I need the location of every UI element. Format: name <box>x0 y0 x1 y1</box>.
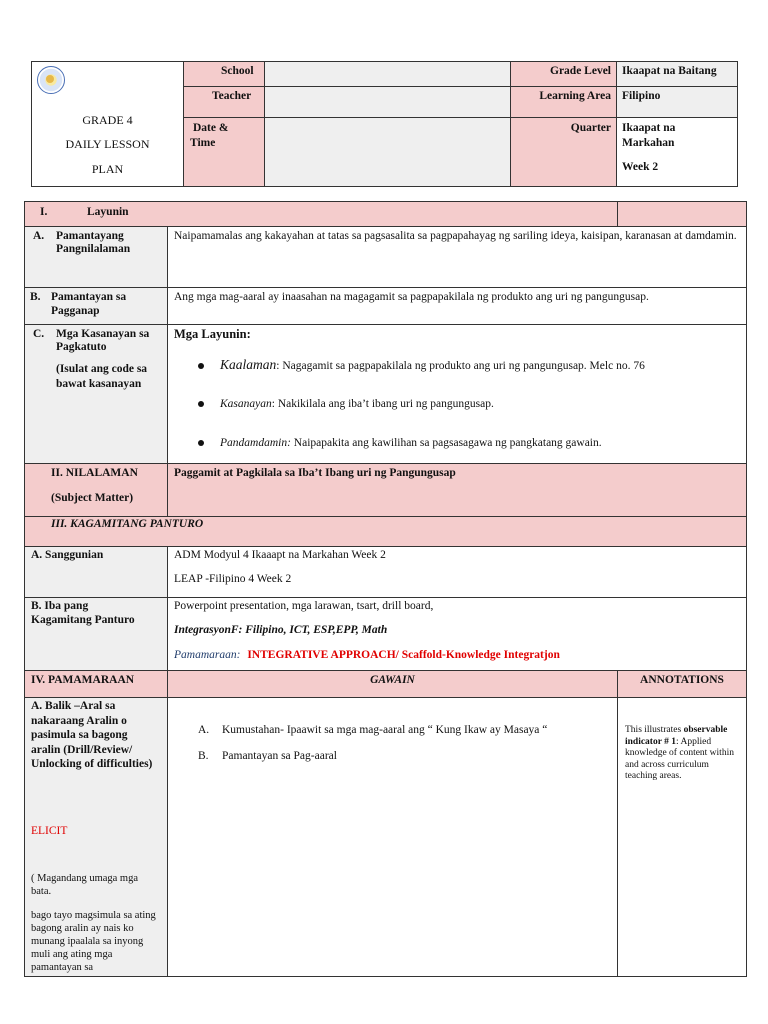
pamamaraan-text: INTEGRATIVE APPROACH/ Scaffold-Knowledge Integratjon <box>247 649 560 661</box>
obj1-term: Kaalaman <box>220 357 277 372</box>
obj2-text: : Nakikilala ang iba’t ibang uri ng pangungusap. <box>271 398 494 410</box>
annot-bold: observable indicator # 1 <box>625 725 728 747</box>
a-letter: A. <box>33 230 45 242</box>
layunin-row-extra <box>617 201 747 227</box>
c-letter: C. <box>33 328 45 340</box>
iba-pang-label-1: B. Iba pang <box>31 600 89 612</box>
nilalaman-label-1: II. NILALAMAN <box>51 467 138 479</box>
grade-level-label: Grade Level <box>550 65 611 77</box>
integrasyon-line: IntegrasyonF: Filipino, ICT, ESP,EPP, Math <box>174 624 388 636</box>
objective-kasanayan <box>198 397 494 411</box>
quarter-label: Quarter <box>570 122 611 134</box>
teacher-value-cell[interactable] <box>264 86 511 118</box>
item-a-text: Kumustahan- Ipaawit sa mga mag-aaral ang “ Kung Ikaw ay Masaya “ <box>222 724 548 736</box>
elicit-label: ELICIT <box>31 825 68 837</box>
learning-area-value: Filipino <box>622 90 661 102</box>
c-label-1: Mga Kasanayan sa <box>56 328 150 340</box>
pamamaraan-title: IV. PAMAMARAAN <box>31 674 135 686</box>
obj1-text: : Nagagamit sa pagpapakilala ng produkto ang uri ng pangungusap. Melc no. 76 <box>276 360 645 372</box>
objective-kaalaman <box>198 358 645 373</box>
item-b-text: Pamantayan sa Pag-aaral <box>222 750 337 762</box>
a-label-2: Pangnilalaman <box>56 243 131 255</box>
date-label-2: Time <box>190 137 216 149</box>
a-label-1: Pamantayang <box>56 230 124 242</box>
sanggunian-label: A. Sanggunian <box>31 549 104 561</box>
intro-text: bago tayo magsimula sa ating bagong aralin ay nais ko munang ipaalala sa inyong muli ang ating mga pamantayan sa <box>31 910 156 973</box>
date-value-cell[interactable] <box>264 117 511 187</box>
gawain-item-a <box>198 723 547 737</box>
b-label-1: Pamantayan sa <box>51 291 127 303</box>
quarter-value-1: Ikaapat na <box>622 122 676 134</box>
sanggunian-line2: LEAP -Filipino 4 Week 2 <box>174 573 292 585</box>
header-plan-line2: PLAN <box>91 162 124 176</box>
c-note-1: (Isulat ang code sa <box>56 363 148 375</box>
c-note-2: bawat kasanayan <box>56 378 142 390</box>
learning-area-label: Learning Area <box>539 90 611 102</box>
gawain-cell <box>167 697 618 977</box>
header-plan-line1: DAILY LESSON <box>65 137 150 151</box>
obj3-text: Naipapakita ang kawilihan sa pagsasagawa ng pangkatang gawain. <box>290 437 602 449</box>
balik-aral-label: A. Balik –Aral sa nakaraang Aralin o pasimula sa bagong aralin (Drill/Review/ Unlocking of difficulties) <box>31 700 153 770</box>
kagamitan-title: III. KAGAMITANG PANTURO <box>51 518 204 530</box>
item-b-letter: B. <box>198 750 209 762</box>
bullet-icon <box>198 363 204 369</box>
mga-layunin-heading: Mga Layunin: <box>174 327 251 341</box>
annot-pre: This illustrates <box>625 725 684 735</box>
obj2-term: Kasanayan <box>220 398 272 410</box>
annot-post: : Applied knowledge of content within and across curriculum teaching areas. <box>625 736 734 781</box>
school-value-cell[interactable] <box>264 61 511 87</box>
school-label: School <box>221 65 254 77</box>
iba-pang-label-2: Kagamitang Panturo <box>31 614 135 626</box>
b-text: Ang mga mag-aaral ay inaasahan na magagamit sa pagpapakilala ng produkto ang uri ng pangungusap. <box>174 291 649 303</box>
bullet-icon <box>198 401 204 407</box>
b-letter: B. <box>30 291 41 303</box>
quarter-value-2: Markahan <box>622 137 675 149</box>
sanggunian-line1: ADM Modyul 4 Ikaaapt na Markahan Week 2 <box>174 549 386 561</box>
greeting-text: ( Magandang umaga mga bata. <box>31 873 139 897</box>
header-grade: GRADE 4 <box>82 113 133 127</box>
obj3-term: Pandamdamin: <box>220 437 291 449</box>
teacher-label: Teacher <box>212 90 252 102</box>
layunin-title: Layunin <box>87 206 129 218</box>
item-a-letter: A. <box>198 724 210 736</box>
nilalaman-label-2: (Subject Matter) <box>51 492 134 504</box>
iba-pang-line1: Powerpoint presentation, mga larawan, tsart, drill board, <box>174 600 434 612</box>
a-text: Naipamamalas ang kakayahan at tatas sa pagsasalita sa pagpapahayag ng sariling ideya, kaisipan, karanasan at damdamin. <box>174 230 737 242</box>
deped-seal-icon <box>37 66 65 94</box>
grade-level-value: Ikaapat na Baitang <box>622 65 717 77</box>
nilalaman-text: Paggamit at Pagkilala sa Iba’t Ibang uri ng Pangungusap <box>174 467 456 479</box>
gawain-item-b <box>198 749 337 763</box>
gawain-header: GAWAIN <box>370 674 415 686</box>
objective-pandamdamin <box>198 436 602 450</box>
date-label-1: Date & <box>193 122 229 134</box>
pamamaraan-line <box>174 648 560 662</box>
c-label-2: Pagkatuto <box>56 341 107 353</box>
bullet-icon <box>198 440 204 446</box>
b-label-2: Pagganap <box>51 305 100 317</box>
pamamaraan-label: Pamamaraan: <box>174 649 241 661</box>
annotation-text <box>625 725 741 783</box>
layunin-num: I. <box>40 206 48 218</box>
week-value: Week 2 <box>622 161 659 173</box>
annotations-header: ANNOTATIONS <box>640 674 724 686</box>
